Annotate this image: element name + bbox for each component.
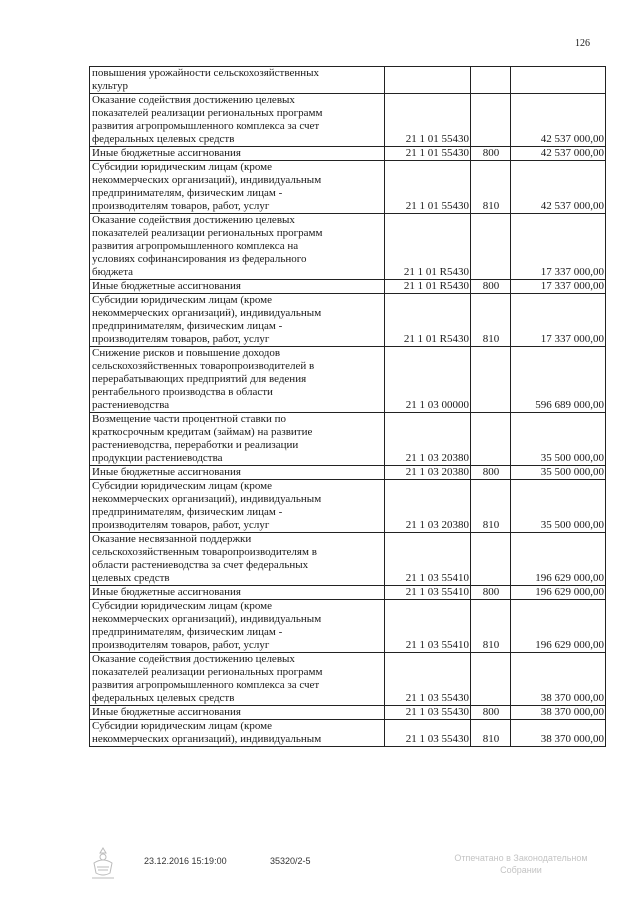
footer-doc-code: 35320/2-5 [270, 856, 311, 866]
description-line: предпринимателям, физическим лицам - [92, 506, 283, 518]
row-expense-type: 800 [471, 147, 511, 161]
row-expense-type: 800 [471, 706, 511, 720]
row-expense-type [471, 533, 511, 586]
table-row [90, 161, 606, 214]
row-sum: 42 537 000,00 [511, 147, 606, 161]
row-expense-type: 800 [471, 586, 511, 600]
description-line: предпринимателям, физическим лицам - [92, 320, 283, 332]
description-line: краткосрочным кредитам (займам) на развитие [92, 426, 313, 438]
description-line: перерабатывающих предприятий для ведения [92, 373, 307, 385]
description-line: области растениеводства за счет федеральных [92, 559, 309, 571]
description-line: некоммерческих организаций), индивидуальным [92, 493, 322, 505]
description-line: Иные бюджетные ассигнования [92, 280, 241, 292]
row-description [90, 67, 385, 94]
description-line: производителям товаров, работ, услуг [92, 200, 270, 212]
description-line: Субсидии юридическим лицам (кроме [92, 161, 273, 173]
row-sum: 17 337 000,00 [511, 214, 606, 280]
watermark-line-2: Собрании [500, 865, 542, 875]
description-line: Субсидии юридическим лицам (кроме [92, 480, 273, 492]
description-line: растениеводства [92, 399, 170, 411]
description-line: показателей реализации региональных программ [92, 666, 323, 678]
row-expense-type: 810 [471, 161, 511, 214]
row-expense-type: 800 [471, 466, 511, 480]
row-description [90, 600, 385, 653]
table-row [90, 294, 606, 347]
table-row [90, 706, 606, 720]
row-description [90, 653, 385, 706]
row-description [90, 413, 385, 466]
row-sum: 35 500 000,00 [511, 480, 606, 533]
description-line: культур [92, 80, 128, 92]
description-line: Иные бюджетные ассигнования [92, 706, 241, 718]
description-line: Оказание несвязанной поддержки [92, 533, 252, 545]
row-sum: 38 370 000,00 [511, 653, 606, 706]
description-line: предпринимателям, физическим лицам - [92, 187, 283, 199]
row-expense-type: 800 [471, 280, 511, 294]
description-line: продукции растениеводства [92, 452, 223, 464]
table-row [90, 214, 606, 280]
row-description [90, 294, 385, 347]
row-sum: 196 629 000,00 [511, 586, 606, 600]
row-expense-type: 810 [471, 600, 511, 653]
description-line: сельскохозяйственных товаропроизводителей в [92, 360, 315, 372]
watermark [446, 852, 596, 876]
description-line: некоммерческих организаций), индивидуальным [92, 613, 322, 625]
description-line: сельскохозяйственным товаропроизводителям в [92, 546, 317, 558]
row-description [90, 466, 385, 480]
description-line: рентабельного производства в области [92, 386, 273, 398]
row-sum: 38 370 000,00 [511, 706, 606, 720]
row-expense-type [471, 214, 511, 280]
description-line: растениеводства, переработки и реализации [92, 439, 299, 451]
row-sum: 196 629 000,00 [511, 600, 606, 653]
description-line: Иные бюджетные ассигнования [92, 147, 241, 159]
description-line: производителям товаров, работ, услуг [92, 519, 270, 531]
row-code: 21 1 03 55410 [385, 533, 471, 586]
row-expense-type: 810 [471, 720, 511, 747]
description-line: развития агропромышленного комплекса на [92, 240, 299, 252]
row-code: 21 1 03 00000 [385, 347, 471, 413]
description-line: Субсидии юридическим лицам (кроме [92, 600, 273, 612]
row-code: 21 1 01 55430 [385, 147, 471, 161]
description-line: целевых средств [92, 572, 170, 584]
budget-table [89, 66, 606, 747]
table-row [90, 720, 606, 747]
row-description [90, 480, 385, 533]
description-line: Субсидии юридическим лицам (кроме [92, 294, 273, 306]
row-description [90, 94, 385, 147]
row-sum: 596 689 000,00 [511, 347, 606, 413]
table-row [90, 653, 606, 706]
row-sum: 196 629 000,00 [511, 533, 606, 586]
description-line: бюджета [92, 266, 134, 278]
emblem-seal-icon [88, 845, 118, 881]
table-row [90, 147, 606, 161]
table-row [90, 413, 606, 466]
table-row [90, 94, 606, 147]
description-line: условиях софинансирования из федерального [92, 253, 307, 265]
row-description [90, 280, 385, 294]
description-line: производителям товаров, работ, услуг [92, 639, 270, 651]
row-sum: 38 370 000,00 [511, 720, 606, 747]
row-description [90, 147, 385, 161]
description-line: Возмещение части процентной ставки по [92, 413, 287, 425]
description-line: некоммерческих организаций), индивидуальным [92, 174, 322, 186]
row-description [90, 347, 385, 413]
description-line: Оказание содействия достижению целевых [92, 94, 295, 106]
row-code: 21 1 03 20380 [385, 480, 471, 533]
page-number: 126 [575, 38, 590, 49]
description-line: федеральных целевых средств [92, 133, 235, 145]
row-sum [511, 67, 606, 94]
description-line: некоммерческих организаций), индивидуальным [92, 307, 322, 319]
row-sum: 42 537 000,00 [511, 94, 606, 147]
table-row [90, 347, 606, 413]
row-code: 21 1 03 20380 [385, 413, 471, 466]
row-expense-type [471, 94, 511, 147]
watermark-line-1: Отпечатано в Законодательном [454, 853, 588, 863]
description-line: Иные бюджетные ассигнования [92, 586, 241, 598]
description-line: производителям товаров, работ, услуг [92, 333, 270, 345]
description-line: Субсидии юридическим лицам (кроме [92, 720, 273, 732]
description-line: Оказание содействия достижению целевых [92, 214, 295, 226]
description-line: показателей реализации региональных программ [92, 227, 323, 239]
row-code: 21 1 01 R5430 [385, 294, 471, 347]
table-row [90, 280, 606, 294]
row-code: 21 1 03 20380 [385, 466, 471, 480]
row-code: 21 1 03 55410 [385, 600, 471, 653]
description-line: предпринимателям, физическим лицам - [92, 626, 283, 638]
row-code: 21 1 03 55430 [385, 706, 471, 720]
row-sum: 17 337 000,00 [511, 294, 606, 347]
row-code: 21 1 01 R5430 [385, 280, 471, 294]
row-code: 21 1 01 55430 [385, 94, 471, 147]
row-description [90, 720, 385, 747]
row-sum: 42 537 000,00 [511, 161, 606, 214]
row-sum: 35 500 000,00 [511, 466, 606, 480]
row-description [90, 706, 385, 720]
table-row [90, 600, 606, 653]
table-row [90, 466, 606, 480]
description-line: показателей реализации региональных программ [92, 107, 323, 119]
row-code [385, 67, 471, 94]
table-row [90, 67, 606, 94]
row-description [90, 533, 385, 586]
row-code: 21 1 01 R5430 [385, 214, 471, 280]
row-sum: 17 337 000,00 [511, 280, 606, 294]
row-expense-type [471, 653, 511, 706]
row-code: 21 1 03 55430 [385, 720, 471, 747]
table-row [90, 480, 606, 533]
row-expense-type [471, 347, 511, 413]
row-sum: 35 500 000,00 [511, 413, 606, 466]
description-line: развития агропромышленного комплекса за счет [92, 679, 320, 691]
description-line: повышения урожайности сельскохозяйственных [92, 67, 320, 79]
table-row [90, 533, 606, 586]
row-description [90, 161, 385, 214]
row-expense-type: 810 [471, 480, 511, 533]
row-description [90, 586, 385, 600]
row-description [90, 214, 385, 280]
row-expense-type [471, 67, 511, 94]
description-line: Снижение рисков и повышение доходов [92, 347, 281, 359]
row-code: 21 1 03 55410 [385, 586, 471, 600]
description-line: развития агропромышленного комплекса за счет [92, 120, 320, 132]
row-code: 21 1 01 55430 [385, 161, 471, 214]
row-expense-type: 810 [471, 294, 511, 347]
description-line: Иные бюджетные ассигнования [92, 466, 241, 478]
description-line: федеральных целевых средств [92, 692, 235, 704]
budget-table-body [90, 67, 606, 747]
description-line: Оказание содействия достижению целевых [92, 653, 295, 665]
row-code: 21 1 03 55430 [385, 653, 471, 706]
description-line: некоммерческих организаций), индивидуальным [92, 733, 322, 745]
table-row [90, 586, 606, 600]
footer-date: 23.12.2016 15:19:00 [144, 856, 227, 866]
row-expense-type [471, 413, 511, 466]
